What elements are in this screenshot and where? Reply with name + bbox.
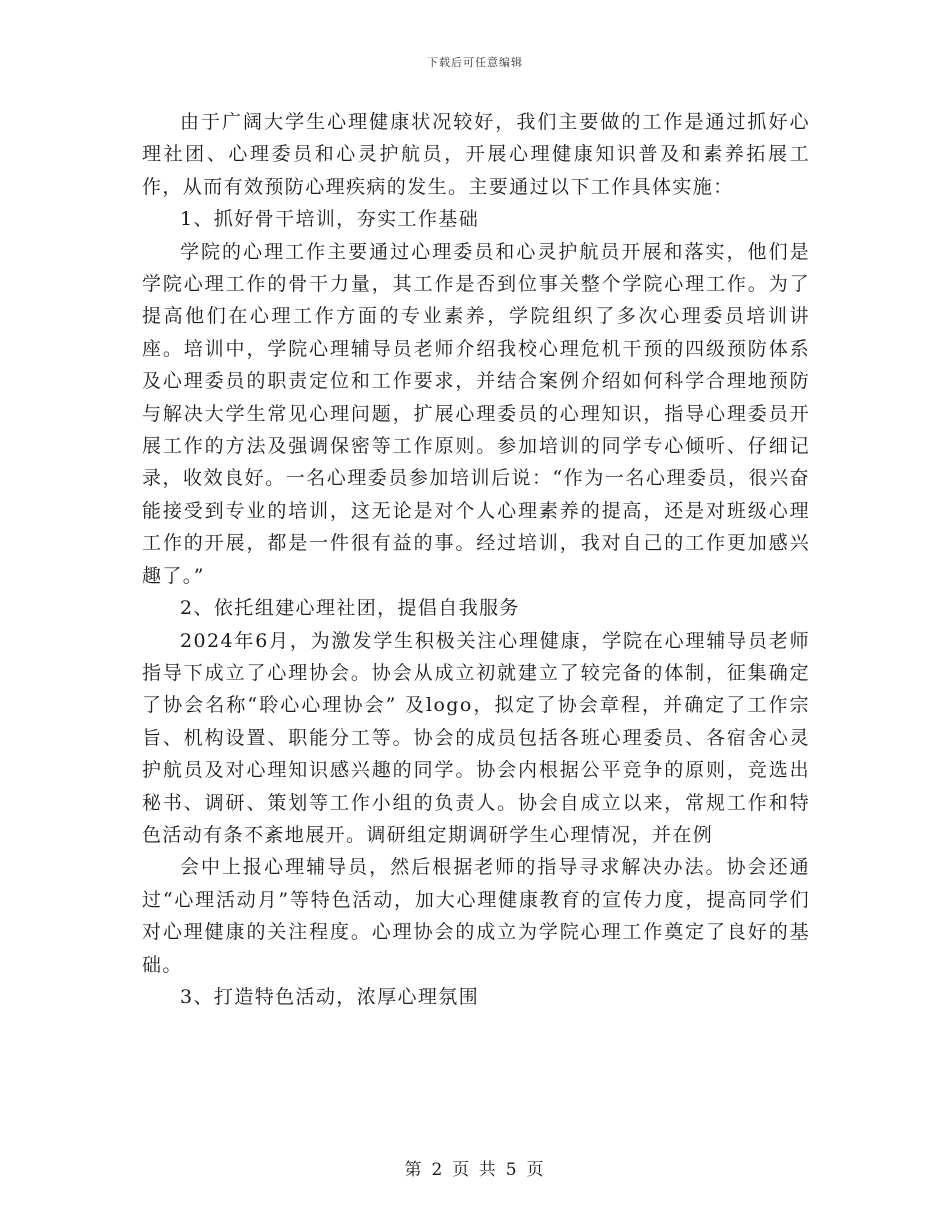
paragraph-association-cont: 会中上报心理辅导员，然后根据老师的指导寻求解决办法。协会还通过“心理活动月”等特色活动，加大心理健康教育的宣传力度，提高同学们对心理健康的关注程度。心理协会的成立为学院心理工作奠定了良好的基础。 bbox=[142, 856, 810, 976]
document-body bbox=[142, 106, 810, 1013]
paragraph-association: 2024年6月，为激发学生积极关注心理健康，学院在心理辅导员老师指导下成立了心理协会。协会从成立初就建立了较完备的体制，征集确定了协会名称“聆心心理协会” 及logo，拟定了协会章程，并确定了工作宗旨、机构设置、职能分工等。协会的成员包括各班心理委员、各宿舍心灵护航员及对心理知识感兴趣的同学。协会内根据公平竞争的原则，竞选出秘书、调研、策划等工作小组的负责人。协会自成立以来，常规工作和特色活动有条不紊地展开。调研组定期调研学生心理情况，并在例 bbox=[142, 629, 810, 846]
section-heading-1: 1、抓好骨干培训，夯实工作基础 bbox=[180, 208, 480, 231]
footer-prefix: 第 bbox=[404, 1160, 424, 1180]
footer-current-page: 2 bbox=[431, 1160, 445, 1180]
paragraph-intro: 由于广阔大学生心理健康状况较好，我们主要做的工作是通过抓好心理社团、心理委员和心灵护航员，开展心理健康知识普及和素养拓展工作，从而有效预防心理疾病的发生。主要通过以下工作具体实施： bbox=[142, 111, 810, 198]
footer-middle: 页 共 bbox=[452, 1160, 498, 1180]
page-number-footer bbox=[0, 1155, 950, 1180]
page-header-note: 下载后可任意编辑 bbox=[427, 56, 523, 69]
footer-total-pages: 5 bbox=[505, 1160, 519, 1180]
section-heading-2: 2、依托组建心理社团，提倡自我服务 bbox=[180, 597, 520, 620]
paragraph-training: 学院的心理工作主要通过心理委员和心灵护航员开展和落实，他们是学院心理工作的骨干力量，其工作是否到位事关整个学院心理工作。为了提高他们在心理工作方面的专业素养，学院组织了多次心理委员培训讲座。培训中，学院心理辅导员老师介绍我校心理危机干预的四级预防体系及心理委员的职责定位和工作要求，并结合案例介绍如何科学合理地预防与解决大学生常见心理问题，扩展心理委员的心理知识，指导心理委员开展工作的方法及强调保密等工作原则。参加培训的同学专心倾听、仔细记录，收效良好。一名心理委员参加培训后说：“作为一名心理委员，很兴奋能接受到专业的培训，这无论是对个人心理素养的提高，还是对班级心理工作的开展，都是一件很有益的事。经过培训，我对自己的工作更加感兴趣了。” bbox=[142, 240, 810, 587]
section-heading-3: 3、打造特色活动，浓厚心理氛围 bbox=[180, 985, 480, 1008]
footer-suffix: 页 bbox=[526, 1160, 546, 1180]
